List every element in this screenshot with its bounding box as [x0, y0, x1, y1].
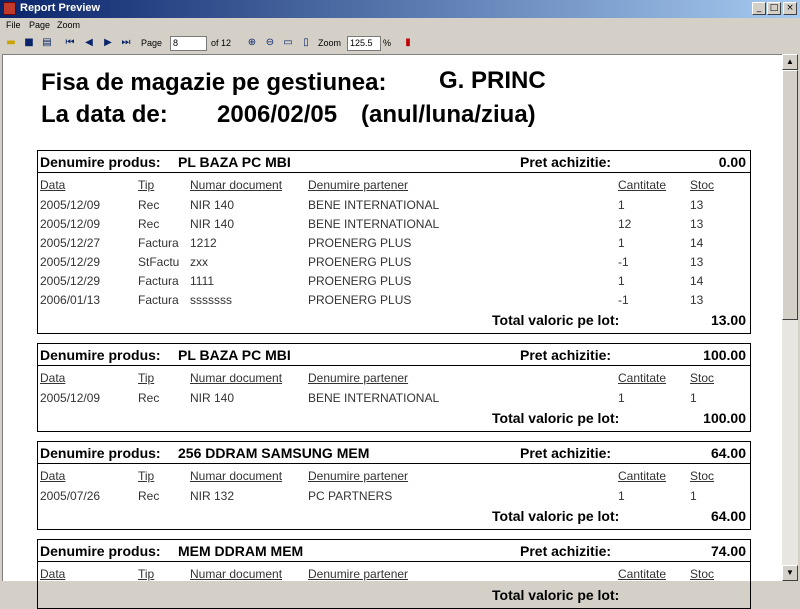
product-header: [37, 539, 751, 562]
table-cell: 2005/12/09: [40, 198, 101, 212]
table-cell: BENE INTERNATIONAL: [308, 198, 440, 212]
zoom-unit: %: [383, 38, 392, 48]
table-cell: Rec: [138, 391, 160, 405]
exit-icon[interactable]: ▮: [405, 37, 411, 48]
table-cell: 1111: [190, 274, 215, 288]
price-label: Pret achizitie:: [520, 543, 612, 559]
scroll-up-arrow[interactable]: ▲: [782, 54, 798, 70]
table-cell: 1: [690, 391, 697, 405]
table-cell: 2005/12/27: [40, 236, 101, 250]
toolbar: [0, 35, 800, 53]
table-cell: NIR 140: [190, 391, 235, 405]
product-label: Denumire produs:: [40, 445, 161, 461]
price-value: 64.00: [710, 445, 746, 461]
product-label: Denumire produs:: [40, 347, 161, 363]
column-header: Tip: [138, 178, 155, 192]
total-label: Total valoric pe lot:: [492, 410, 620, 426]
table-cell: 2006/01/13: [40, 293, 101, 307]
product-header: [37, 343, 751, 366]
table-cell: Rec: [138, 489, 160, 503]
page-number-input[interactable]: 8: [170, 36, 207, 51]
menu-bar: [0, 18, 800, 35]
total-value: 13.00: [710, 312, 746, 328]
menu-page[interactable]: Page: [29, 20, 51, 30]
column-header: Data: [40, 469, 66, 483]
product-name: 256 DDRAM SAMSUNG MEM: [178, 445, 370, 461]
table-cell: 12: [618, 217, 632, 231]
column-header: Data: [40, 371, 66, 385]
product-label: Denumire produs:: [40, 543, 161, 559]
price-label: Pret achizitie:: [520, 154, 612, 170]
minimize-button[interactable]: _: [752, 2, 766, 15]
product-label: Denumire produs:: [40, 154, 161, 170]
zoom-input[interactable]: 125.5: [347, 36, 381, 51]
table-cell: 14: [690, 236, 704, 250]
page-label: Page: [141, 38, 163, 48]
report-title-value: G. PRINC: [439, 67, 546, 94]
title-bar: [0, 0, 800, 18]
table-cell: 1: [618, 236, 625, 250]
table-cell: NIR 140: [190, 198, 235, 212]
table-cell: Rec: [138, 217, 160, 231]
price-value: 74.00: [710, 543, 746, 559]
fit-width-icon[interactable]: ▭: [283, 37, 293, 48]
product-detail-table: [37, 561, 751, 609]
table-cell: 13: [690, 293, 704, 307]
column-header: Stoc: [690, 567, 715, 581]
open-icon[interactable]: ▬: [6, 37, 16, 48]
total-value: 64.00: [710, 508, 746, 524]
column-header: Numar document: [190, 371, 283, 385]
total-label: Total valoric pe lot:: [492, 587, 620, 603]
column-header: Cantitate: [618, 567, 667, 581]
price-value: 0.00: [718, 154, 746, 170]
product-header: [37, 150, 751, 173]
column-header: Tip: [138, 469, 155, 483]
table-cell: 1: [618, 489, 625, 503]
column-header: Numar document: [190, 178, 283, 192]
column-header: Denumire partener: [308, 567, 409, 581]
scroll-thumb[interactable]: [782, 70, 798, 320]
table-cell: 2005/07/26: [40, 489, 101, 503]
table-cell: PROENERG PLUS: [308, 255, 412, 269]
product-name: PL BAZA PC MBI: [178, 154, 291, 170]
product-name: PL BAZA PC MBI: [178, 347, 291, 363]
column-header: Data: [40, 567, 66, 581]
column-header: Stoc: [690, 178, 715, 192]
table-cell: sssssss: [190, 293, 232, 307]
zoom-in-icon[interactable]: ⊕: [247, 37, 257, 48]
total-label: Total valoric pe lot:: [492, 508, 620, 524]
close-button[interactable]: ×: [783, 2, 797, 15]
window-title: Report Preview: [20, 2, 101, 14]
table-cell: BENE INTERNATIONAL: [308, 391, 440, 405]
column-header: Stoc: [690, 469, 715, 483]
first-page-icon[interactable]: ⏮: [65, 37, 75, 48]
table-cell: Factura: [138, 236, 179, 250]
column-header: Stoc: [690, 371, 715, 385]
column-header: Numar document: [190, 469, 283, 483]
column-header: Tip: [138, 371, 155, 385]
product-header: [37, 441, 751, 464]
menu-zoom[interactable]: Zoom: [57, 20, 81, 30]
column-header: Denumire partener: [308, 469, 409, 483]
table-cell: 2005/12/29: [40, 255, 101, 269]
column-header: Denumire partener: [308, 178, 409, 192]
zoom-out-icon[interactable]: ⊖: [265, 37, 275, 48]
price-label: Pret achizitie:: [520, 445, 612, 461]
table-cell: -1: [618, 293, 629, 307]
table-cell: 1212: [190, 236, 217, 250]
column-header: Tip: [138, 567, 155, 581]
table-cell: BENE INTERNATIONAL: [308, 217, 440, 231]
table-cell: Rec: [138, 198, 160, 212]
table-cell: PC PARTNERS: [308, 489, 393, 503]
table-cell: PROENERG PLUS: [308, 236, 412, 250]
table-cell: 14: [690, 274, 704, 288]
print-icon[interactable]: ▤: [42, 37, 52, 48]
table-cell: 2005/12/09: [40, 217, 101, 231]
table-cell: 1: [618, 391, 625, 405]
scroll-down-arrow[interactable]: ▼: [782, 565, 798, 581]
fit-page-icon[interactable]: ▯: [303, 37, 309, 48]
page-count-label: of 12: [211, 38, 232, 48]
table-cell: StFactu: [138, 255, 180, 269]
app-icon: [3, 2, 16, 15]
column-header: Cantitate: [618, 178, 667, 192]
price-label: Pret achizitie:: [520, 347, 612, 363]
total-label: Total valoric pe lot:: [492, 312, 620, 328]
price-value: 100.00: [703, 347, 746, 363]
table-cell: NIR 132: [190, 489, 235, 503]
column-header: Denumire partener: [308, 371, 409, 385]
report-title-label: Fisa de magazie pe gestiunea:: [41, 69, 387, 96]
maximize-button[interactable]: □: [767, 2, 781, 15]
table-cell: zxx: [190, 255, 208, 269]
table-cell: -1: [618, 255, 629, 269]
table-cell: Factura: [138, 293, 179, 307]
report-date-label: La data de:: [41, 101, 168, 128]
report-page-viewport[interactable]: [2, 54, 782, 603]
table-cell: 1: [618, 274, 625, 288]
table-cell: Factura: [138, 274, 179, 288]
table-cell: NIR 140: [190, 217, 235, 231]
zoom-label: Zoom: [318, 38, 342, 48]
save-icon[interactable]: ■: [24, 37, 34, 48]
menu-file[interactable]: File: [6, 20, 21, 30]
product-detail-table: [37, 172, 751, 334]
table-cell: PROENERG PLUS: [308, 293, 412, 307]
last-page-icon[interactable]: ⏭: [121, 37, 131, 48]
table-cell: 13: [690, 198, 704, 212]
vertical-scrollbar[interactable]: [782, 54, 798, 581]
total-value: 100.00: [703, 410, 746, 426]
table-cell: 1: [618, 198, 625, 212]
previous-page-icon[interactable]: ◀: [85, 37, 93, 48]
table-cell: 2005/12/09: [40, 391, 101, 405]
report-date-value: 2006/02/05: [217, 101, 338, 128]
column-header: Numar document: [190, 567, 283, 581]
column-header: Data: [40, 178, 66, 192]
column-header: Cantitate: [618, 371, 667, 385]
table-cell: 13: [690, 255, 704, 269]
column-header: Cantitate: [618, 469, 667, 483]
product-name: MEM DDRAM MEM: [178, 543, 304, 559]
table-cell: 1: [690, 489, 697, 503]
report-date-format: (anul/luna/ziua): [361, 101, 536, 128]
product-detail-table: [37, 463, 751, 530]
table-cell: 13: [690, 217, 704, 231]
table-cell: PROENERG PLUS: [308, 274, 412, 288]
table-cell: 2005/12/29: [40, 274, 101, 288]
product-detail-table: [37, 365, 751, 432]
next-page-icon[interactable]: ▶: [104, 37, 112, 48]
